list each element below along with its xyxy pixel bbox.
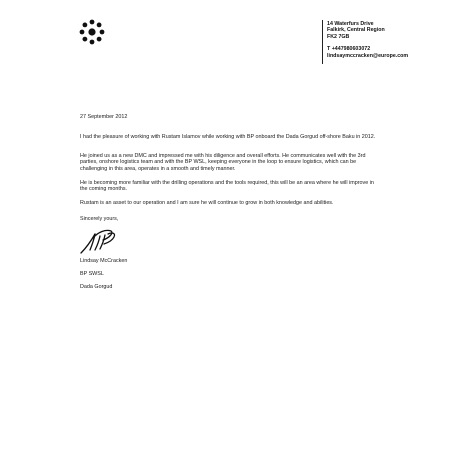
signer-name: Lindsay McCracken (80, 258, 128, 264)
letter-paragraph-2: He joined us as a new DMC and impressed me with his diligence and overall efforts. He communicates well with the 3rd parties, onshore logistics team and with the BP WSL, keeping everyone in the loop to ensure logistics, which can be challenging in this area, operates in a smooth and timely manner. (80, 153, 366, 172)
sender-email: lindsaymccracken@europe.com (327, 52, 409, 59)
handwritten-signature-icon (78, 226, 124, 256)
address-line-city: Falkirk, Central Region (327, 27, 385, 34)
address-line-postcode: FK2 7GB (327, 33, 350, 40)
letterhead-divider (322, 20, 323, 64)
sender-phone: T +447980603072 (327, 46, 371, 53)
letter-date: 27 September 2012 (80, 114, 128, 120)
letter-paragraph-1: I had the pleasure of working with Rustam Islamov while working with BP onboard the Dada Gorgud off-shore Baku in 2012. (80, 134, 376, 140)
letter-closing: Sincerely yours, (80, 216, 119, 222)
asterisk-dots-logo-icon (78, 18, 106, 46)
address-line-street: 14 Waterfurs Drive (327, 21, 374, 27)
letter-paragraph-4: Rustam is an asset to our operation and I am sure he will continue to grow in both knowledge and abilities. (80, 200, 334, 206)
signer-project: Dada Gorgud (80, 284, 113, 290)
signer-company: BP SWSL (80, 271, 104, 277)
sender-address-block (327, 21, 408, 59)
letter-paragraph-3: He is becoming more familiar with the drilling operations and the tools required, this will be an area where he will improve in the coming months. (80, 180, 374, 193)
